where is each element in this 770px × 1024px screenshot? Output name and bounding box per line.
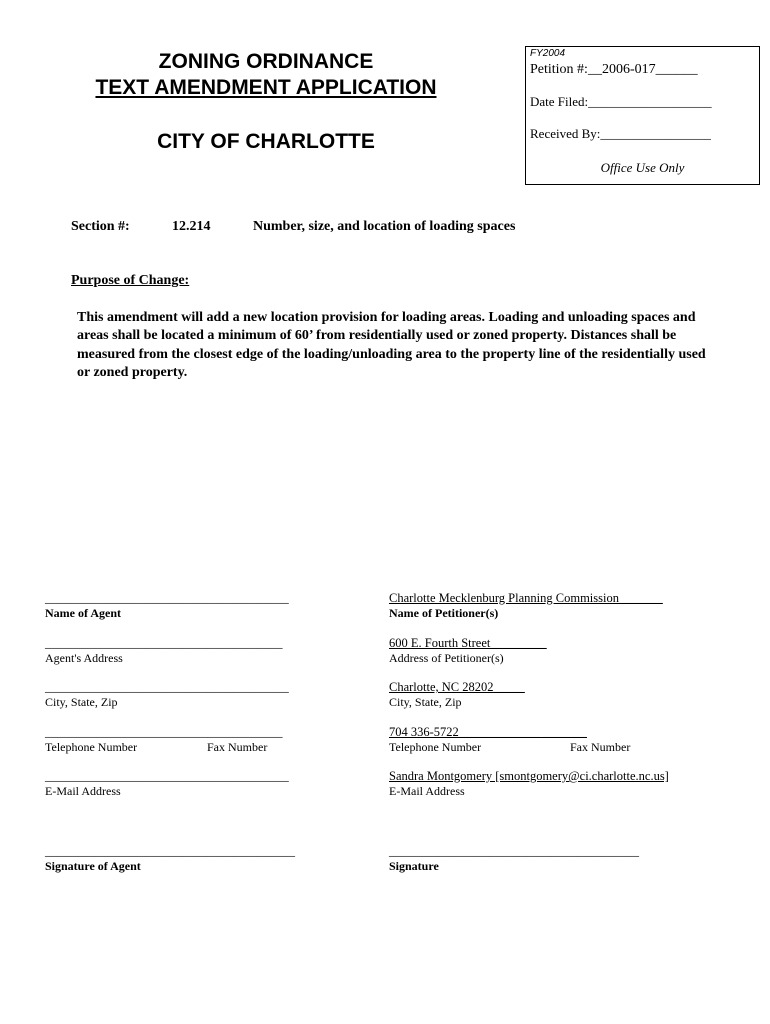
received-by-field[interactable]: Received By:_________________ [530,126,711,141]
office-use-box [525,46,760,185]
petitioner-city-field[interactable]: Charlotte, NC 28202_____ [389,680,525,694]
agent-fax-label: Fax Number [207,740,268,754]
city-title: CITY OF CHARLOTTE [157,130,375,153]
agent-phone-label: Telephone Number [45,740,138,754]
fiscal-year-label: FY2004 [530,48,566,59]
date-filed-field[interactable]: Date Filed:___________________ [530,94,712,109]
petitioner-name-label: Name of Petitioner(s) [389,606,499,620]
petitioner-email-label: E-Mail Address [389,784,465,798]
agent-signature-field[interactable]: ________________________________________ [45,844,295,858]
agent-signature-label: Signature of Agent [45,859,141,873]
section-description: Number, size, and location of loading spaces [253,219,516,234]
petitioner-phone-label: Telephone Number [389,740,482,754]
agent-address-label: Agent's Address [45,651,123,665]
purpose-text: This amendment will add a new location provision for loading areas. Loading and unloading spaces and areas shall be located a minimum of 60’ from residentially used or zoned property. Distances shall be measured from the closest edge of the loading/unloading area to the property line of the residentially used or zoned property. [77,310,706,380]
petitioner-signature-field[interactable]: ________________________________________ [389,844,639,858]
agent-name-label: Name of Agent [45,606,121,620]
section-label: Section #: [71,219,130,234]
form-title-line2-text: TEXT AMENDMENT APPLICATION [95,76,437,99]
agent-name-field[interactable]: _______________________________________ [45,591,289,605]
form-title-line2 [56,76,476,100]
purpose-heading: Purpose of Change: [71,273,190,288]
form-title-line1: ZONING ORDINANCE [158,50,374,73]
petitioner-email-field[interactable]: Sandra Montgomery [smontgomery@ci.charlotte.nc.us] [389,769,669,783]
agent-email-field[interactable]: _______________________________________ [45,769,289,783]
office-use-only-label: Office Use Only [600,160,685,175]
petitioner-address-field[interactable]: 600 E. Fourth Street_________ [389,636,547,650]
petitioner-name-field[interactable]: Charlotte Mecklenburg Planning Commission_______ [389,591,663,605]
agent-address-field[interactable]: ______________________________________ [45,636,283,650]
petitioner-signature-label: Signature [389,859,439,873]
petition-number-field[interactable]: Petition #:__2006-017______ [530,62,698,77]
petitioner-city-label: City, State, Zip [389,695,462,709]
section-number: 12.214 [172,219,211,234]
petitioner-fax-label: Fax Number [570,740,631,754]
petitioner-phone-field[interactable]: 704 336-5722_____________ _______ [389,725,587,739]
agent-city-label: City, State, Zip [45,695,118,709]
petitioner-address-label: Address of Petitioner(s) [389,651,504,665]
agent-phone-field[interactable]: ______________________________________ [45,725,283,739]
agent-email-label: E-Mail Address [45,784,121,798]
agent-city-field[interactable]: _______________________________________ [45,680,289,694]
